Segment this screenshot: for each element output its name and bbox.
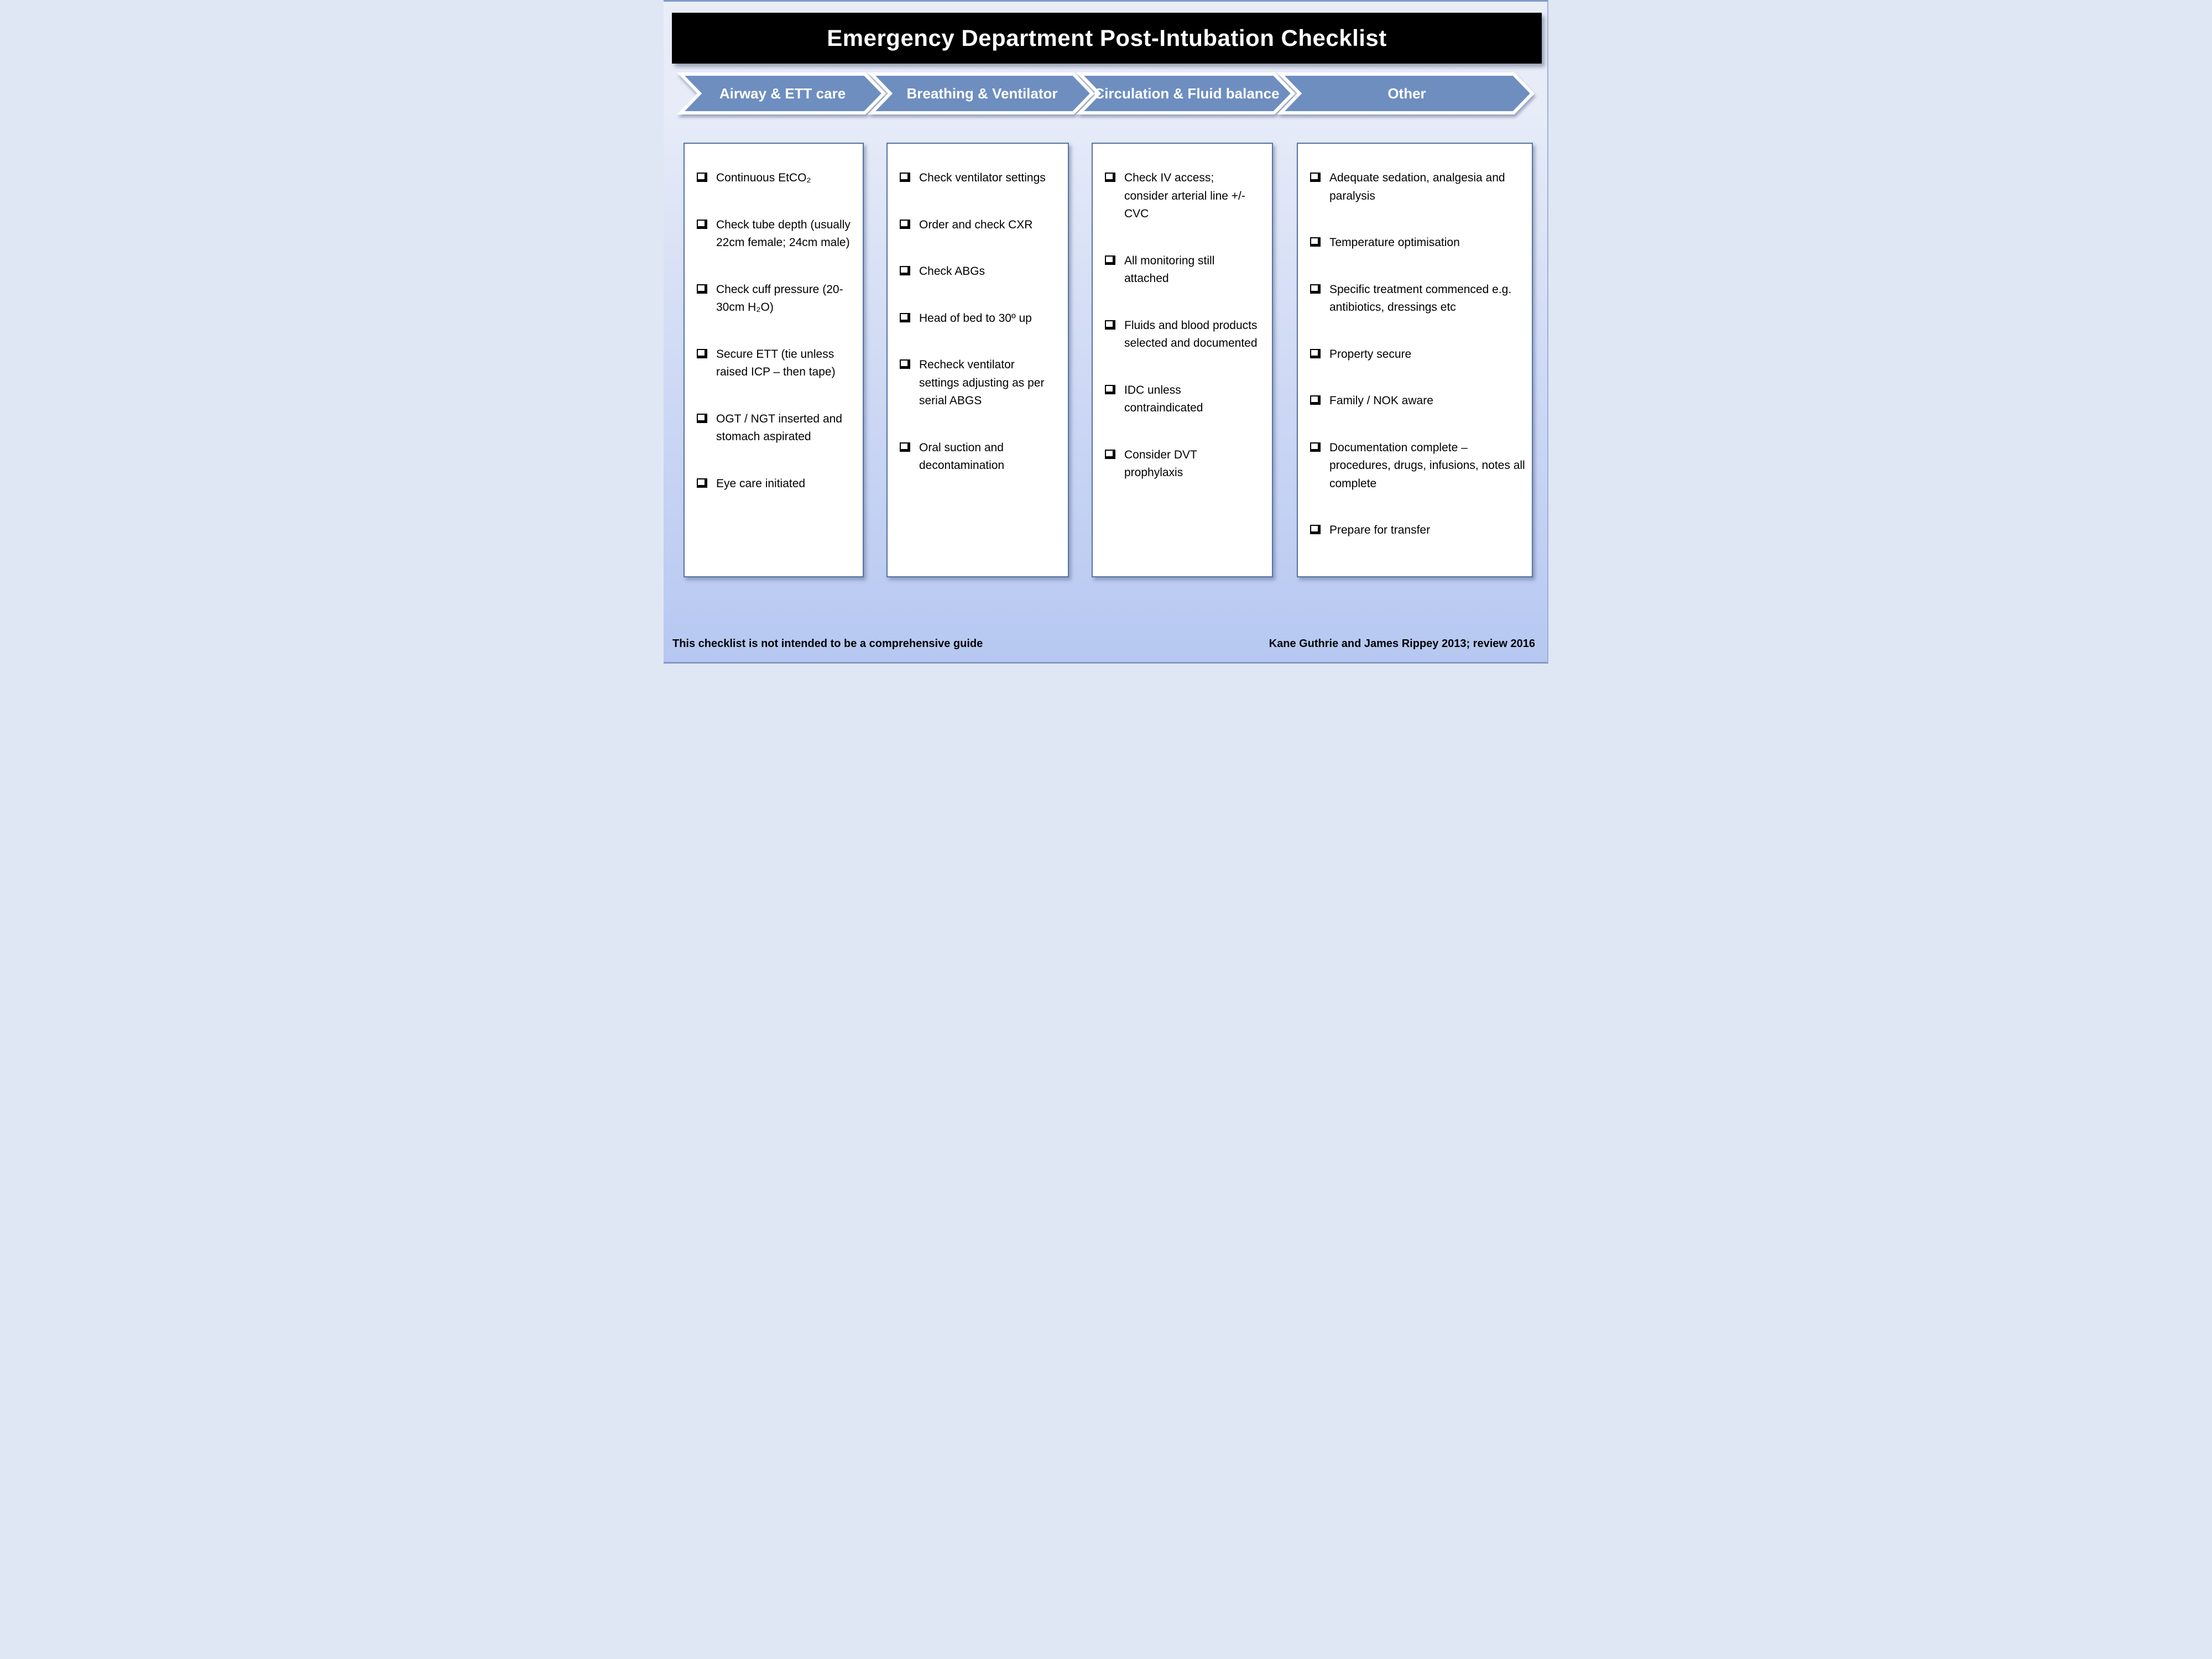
checklist-item bbox=[1310, 392, 1525, 410]
checkbox-icon[interactable] bbox=[697, 173, 707, 182]
footer-note: This checklist is not intended to be a comprehensive guide bbox=[672, 638, 983, 650]
item-label: OGT / NGT inserted and stomach aspirated bbox=[716, 412, 842, 444]
checklist-column-airway bbox=[684, 143, 864, 577]
item-label: Check tube depth (usually 22cm female; 24cm male) bbox=[716, 218, 851, 249]
item-label: Consider DVT prophylaxis bbox=[1124, 448, 1197, 479]
checklist-item bbox=[900, 169, 1057, 187]
checklist-item bbox=[900, 263, 1057, 281]
checklist-item bbox=[1310, 346, 1525, 364]
item-label: Eye care initiated bbox=[716, 477, 806, 490]
arrow-label-breathing: Breathing & Ventilator bbox=[906, 85, 1058, 102]
checklist-item bbox=[900, 439, 1057, 475]
item-label: Check ABGs bbox=[919, 265, 985, 278]
item-label: Specific treatment commenced e.g. antibiotics, dressings etc bbox=[1329, 283, 1512, 314]
page-title: Emergency Department Post-Intubation Checklist bbox=[827, 25, 1387, 51]
item-label: Recheck ventilator settings adjusting as per serial ABGS bbox=[919, 358, 1045, 408]
checkbox-icon[interactable] bbox=[900, 266, 910, 275]
checklist-column-other bbox=[1297, 143, 1533, 577]
checkbox-icon[interactable] bbox=[1105, 450, 1115, 459]
item-label: Family / NOK aware bbox=[1329, 394, 1433, 408]
checkbox-icon[interactable] bbox=[697, 349, 707, 358]
checklist-item bbox=[1310, 439, 1525, 493]
checklist-item bbox=[697, 410, 854, 446]
checkbox-icon[interactable] bbox=[1310, 525, 1321, 534]
checkbox-icon[interactable] bbox=[900, 442, 910, 452]
item-label: Check IV access; consider arterial line +/- CVC bbox=[1124, 171, 1245, 221]
checklist-page bbox=[664, 0, 1548, 664]
item-label: Documentation complete – procedures, drugs, infusions, notes all complete bbox=[1329, 441, 1525, 490]
checklist-item bbox=[1105, 446, 1258, 482]
checkbox-icon[interactable] bbox=[900, 313, 910, 322]
checklist-item bbox=[697, 475, 854, 493]
item-label: Check ventilator settings bbox=[919, 171, 1046, 184]
arrow-label-circulation: Circulation & Fluid balance bbox=[1094, 85, 1280, 102]
item-label: Fluids and blood products selected and documented bbox=[1124, 319, 1258, 350]
checkbox-icon[interactable] bbox=[1105, 173, 1115, 182]
checkbox-icon[interactable] bbox=[697, 478, 707, 488]
checkbox-icon[interactable] bbox=[697, 414, 707, 423]
footer-credit: Kane Guthrie and James Rippey 2013; review 2016 bbox=[1269, 638, 1535, 650]
item-label: Secure ETT (tie unless raised ICP – then tape) bbox=[716, 347, 836, 379]
checkbox-icon[interactable] bbox=[1105, 255, 1115, 265]
checklist-item bbox=[697, 169, 854, 187]
checklist-item bbox=[1105, 169, 1258, 223]
checklist-column-breathing bbox=[886, 143, 1069, 577]
arrow-label-airway: Airway & ETT care bbox=[719, 85, 846, 102]
checklist-item bbox=[900, 356, 1057, 410]
arrow-band bbox=[664, 69, 1548, 124]
checklist-item bbox=[900, 216, 1057, 234]
checkbox-icon[interactable] bbox=[697, 284, 707, 294]
checkbox-icon[interactable] bbox=[1105, 320, 1115, 330]
item-label: Prepare for transfer bbox=[1329, 524, 1431, 537]
checkbox-icon[interactable] bbox=[900, 359, 910, 369]
item-label: Adequate sedation, analgesia and paralysis bbox=[1329, 171, 1505, 202]
item-label: IDC unless contraindicated bbox=[1124, 383, 1203, 415]
checklist-item bbox=[1105, 317, 1258, 353]
checklist-item bbox=[1310, 234, 1525, 252]
checkbox-icon[interactable] bbox=[697, 220, 707, 229]
title-bar bbox=[672, 13, 1542, 64]
footer bbox=[664, 638, 1547, 650]
checkbox-icon[interactable] bbox=[1310, 237, 1321, 247]
item-label: Check cuff pressure (20-30cm H₂O) bbox=[716, 283, 843, 314]
checkbox-icon[interactable] bbox=[1310, 173, 1321, 182]
checkbox-icon[interactable] bbox=[1310, 284, 1321, 294]
checklist-item bbox=[1105, 382, 1258, 418]
item-label: Temperature optimisation bbox=[1329, 236, 1460, 249]
checklist-item bbox=[697, 346, 854, 382]
item-label: Continuous EtCO₂ bbox=[716, 171, 811, 184]
checkbox-icon[interactable] bbox=[1310, 395, 1321, 405]
item-label: Order and check CXR bbox=[919, 218, 1033, 231]
checkbox-icon[interactable] bbox=[1105, 385, 1115, 394]
checkbox-icon[interactable] bbox=[1310, 442, 1321, 452]
checklist-item bbox=[697, 281, 854, 317]
item-label: Head of bed to 30º up bbox=[919, 311, 1032, 325]
item-label: Oral suction and decontamination bbox=[919, 441, 1005, 472]
item-label: Property secure bbox=[1329, 347, 1412, 361]
checkbox-icon[interactable] bbox=[900, 220, 910, 229]
arrow-label-other: Other bbox=[1387, 85, 1426, 102]
item-label: All monitoring still attached bbox=[1124, 254, 1215, 285]
checklist-item bbox=[1310, 281, 1525, 317]
checklist-item bbox=[1310, 169, 1525, 205]
checklist-column-circulation bbox=[1092, 143, 1273, 577]
checklist-item bbox=[1310, 521, 1525, 540]
checkbox-icon[interactable] bbox=[1310, 349, 1321, 358]
checklist-item bbox=[1105, 252, 1258, 288]
checkbox-icon[interactable] bbox=[900, 173, 910, 182]
checklist-item bbox=[900, 310, 1057, 328]
checklist-item bbox=[697, 216, 854, 252]
